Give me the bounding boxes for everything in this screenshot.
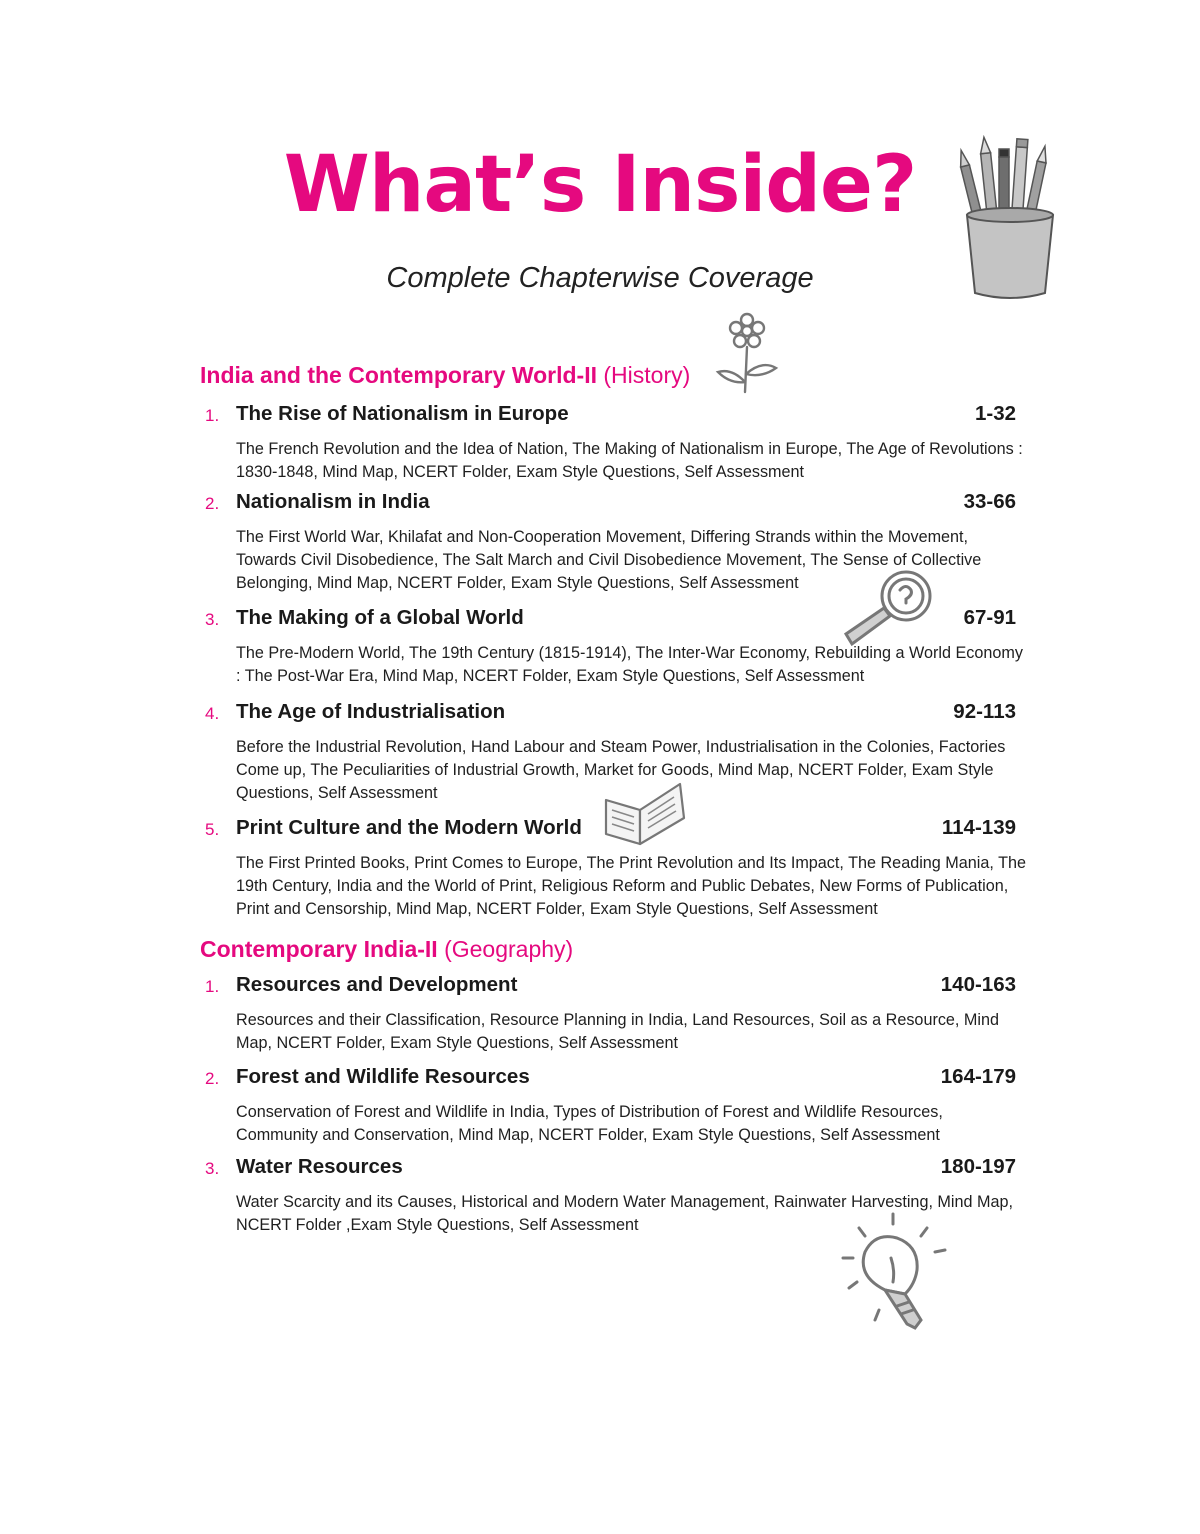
chapter-description: The First Printed Books, Print Comes to Europe, The Print Revolution and Its Impact, The Reading Mania, The 19th Century, India and the World of Print, Religious Reform and Public Debates, New Forms of Publication, Print and Censorship, Mind Map, NCERT Folder, Exam Style Questions, Self Assessment	[236, 854, 1026, 918]
chapter-description: Water Scarcity and its Causes, Historical and Modern Water Management, Rainwater Harvesting, Mind Map, NCERT Folder ,Exam Style Questions, Self Assessment	[236, 1193, 1014, 1234]
chapter-description: The French Revolution and the Idea of Nation, The Making of Nationalism in Europe, The Age of Revolutions : 1830-1848, Mind Map, NCERT Folder, Exam Style Questions, Self Assessment	[236, 440, 1023, 481]
chapter-description: Conservation of Forest and Wildlife in India, Types of Distribution of Forest and Wildlife Resources, Community and Conservation, Mind Map, NCERT Folder, Exam Style Questions, Self Assessment	[236, 1103, 943, 1144]
section-title: Contemporary India-II	[200, 936, 438, 962]
section-heading-geography	[200, 936, 573, 963]
section-subject: (History)	[603, 362, 691, 388]
open-book-icon	[600, 778, 690, 848]
page-title: What’s Inside?	[283, 140, 917, 230]
chapter-title: The Making of a Global World	[236, 606, 524, 629]
chapter-number: 5.	[205, 820, 220, 839]
chapter-title: Forest and Wildlife Resources	[236, 1065, 530, 1088]
chapter-number: 1.	[205, 406, 220, 425]
chapter-title: Water Resources	[236, 1155, 403, 1178]
chapter-number: 3.	[205, 610, 220, 629]
page-subtitle: Complete Chapterwise Coverage	[386, 262, 814, 294]
light-bulb-icon	[835, 1210, 955, 1335]
chapter-title: Print Culture and the Modern World	[236, 816, 582, 839]
chapter-pages: 164-179	[940, 1065, 1016, 1088]
chapter-number: 2.	[205, 1069, 220, 1088]
chapter-title: Resources and Development	[236, 973, 518, 996]
chapter-title: Nationalism in India	[236, 490, 430, 513]
section-heading-history	[200, 362, 690, 389]
chapter-title: The Age of Industrialisation	[236, 700, 506, 723]
section-subject: (Geography)	[444, 936, 574, 962]
chapter-title: The Rise of Nationalism in Europe	[236, 402, 569, 425]
chapter-history-1	[200, 402, 1023, 484]
chapter-description: Before the Industrial Revolution, Hand Labour and Steam Power, Industrialisation in the Colonies, Factories Come up, The Peculiarities of Industrial Growth, Market for Goods, Mind Map, NCERT Folder, Exam Style Questions, Self Assessment	[236, 738, 1006, 802]
chapter-pages: 92-113	[953, 700, 1016, 723]
chapter-number: 4.	[205, 704, 220, 723]
chapter-pages: 33-66	[963, 490, 1016, 513]
chapter-geography-2	[200, 1065, 1020, 1147]
chapter-description: Resources and their Classification, Resource Planning in India, Land Resources, Soil as a Resource, Mind Map, NCERT Folder, Exam Style Questions, Self Assessment	[236, 1011, 1000, 1052]
chapter-description: The Pre-Modern World, The 19th Century (1815-1914), The Inter-War Economy, Rebuilding a World Economy : The Post-War Era, Mind Map, NCERT Folder, Exam Style Questions, Self Assessment	[236, 644, 1023, 685]
section-title: India and the Contemporary World-II	[200, 362, 597, 388]
magnifier-icon	[840, 568, 940, 648]
chapter-number: 1.	[205, 977, 220, 996]
chapter-description: The First World War, Khilafat and Non-Cooperation Movement, Differing Strands within the Movement, Towards Civil Disobedience, The Salt March and Civil Disobedience Movement, The Sense of Collective Belonging, Mind Map, NCERT Folder, Exam Style Questions, Self Assessment	[236, 528, 982, 592]
pencil-cup-icon	[955, 135, 1065, 305]
flower-icon	[712, 312, 782, 397]
chapter-pages: 1-32	[974, 402, 1016, 425]
chapter-geography-1	[200, 973, 1020, 1055]
chapter-pages: 67-91	[963, 606, 1016, 629]
chapter-number: 3.	[205, 1159, 220, 1178]
chapter-pages: 140-163	[940, 973, 1016, 996]
chapter-pages: 114-139	[941, 816, 1016, 839]
chapter-pages: 180-197	[940, 1155, 1016, 1178]
chapter-number: 2.	[205, 494, 220, 513]
